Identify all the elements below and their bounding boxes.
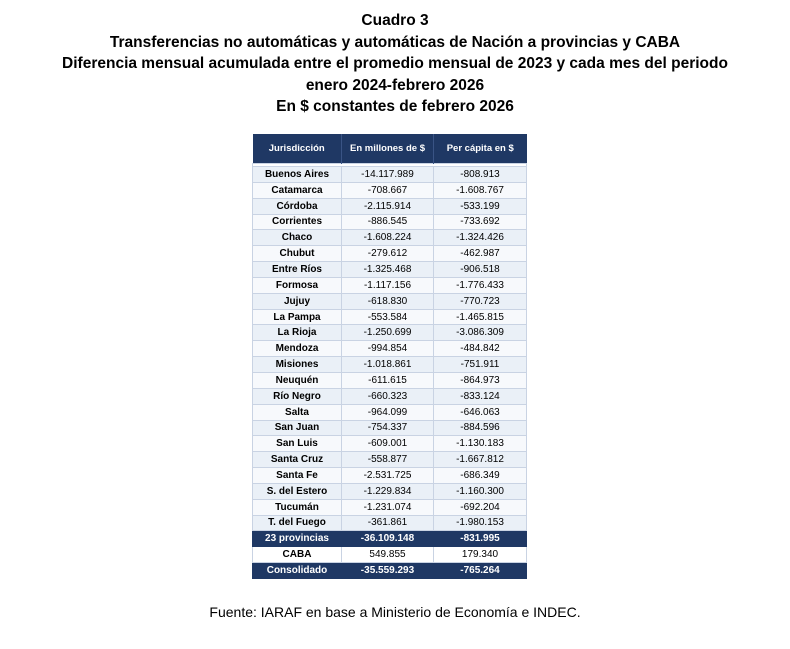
- cell-millones: -2.115.914: [342, 198, 434, 214]
- cell-millones: -361.861: [342, 515, 434, 531]
- table-row: [253, 499, 527, 515]
- cell-millones: -1.117.156: [342, 277, 434, 293]
- cell-jurisdiccion: Chaco: [253, 230, 342, 246]
- cell-millones: -994.854: [342, 341, 434, 357]
- table-row: [253, 341, 527, 357]
- cell-jurisdiccion: Catamarca: [253, 182, 342, 198]
- table-row: [253, 262, 527, 278]
- caption-title: Transferencias no automáticas y automáticas de Nación a provincias y CABA: [109, 33, 681, 51]
- cell-jurisdiccion: CABA: [253, 547, 342, 563]
- cell-millones: -964.099: [342, 404, 434, 420]
- cell-per-capita: 179.340: [434, 547, 527, 563]
- cell-jurisdiccion: La Rioja: [253, 325, 342, 341]
- table-row: [253, 468, 527, 484]
- cell-millones: -618.830: [342, 293, 434, 309]
- transfers-table: [252, 134, 527, 579]
- cell-millones: -14.117.989: [342, 167, 434, 183]
- caption-subtitle: Diferencia mensual acumulada entre el promedio mensual de 2023 y cada mes del periodo: [62, 55, 728, 72]
- table-header-row: [253, 134, 527, 164]
- table-row: [253, 483, 527, 499]
- cell-jurisdiccion: T. del Fuego: [253, 515, 342, 531]
- cell-per-capita: -692.204: [434, 499, 527, 515]
- cell-millones: -558.877: [342, 452, 434, 468]
- cell-per-capita: -906.518: [434, 262, 527, 278]
- table-row: [253, 198, 527, 214]
- table-body: [253, 164, 527, 579]
- table-row: [253, 357, 527, 373]
- caption-period: enero 2024-febrero 2026: [305, 76, 485, 94]
- cell-per-capita: -808.913: [434, 167, 527, 183]
- cell-millones: -36.109.148: [342, 531, 434, 547]
- cell-jurisdiccion: San Juan: [253, 420, 342, 436]
- cell-jurisdiccion: Santa Cruz: [253, 452, 342, 468]
- cell-millones: -886.545: [342, 214, 434, 230]
- cell-millones: -1.018.861: [342, 357, 434, 373]
- cell-per-capita: -646.063: [434, 404, 527, 420]
- cell-millones: -2.531.725: [342, 468, 434, 484]
- table-row: [253, 420, 527, 436]
- cell-per-capita: -765.264: [434, 563, 527, 579]
- table-row: [253, 182, 527, 198]
- header-jurisdiccion: Jurisdicción: [253, 134, 342, 164]
- cell-millones: -1.325.468: [342, 262, 434, 278]
- cell-millones: -754.337: [342, 420, 434, 436]
- cell-millones: -1.231.074: [342, 499, 434, 515]
- cell-jurisdiccion: Córdoba: [253, 198, 342, 214]
- cell-jurisdiccion: Entre Ríos: [253, 262, 342, 278]
- source-note: Fuente: IARAF en base a Ministerio de Economía e INDEC.: [209, 604, 581, 620]
- table-row: [253, 167, 527, 183]
- cell-jurisdiccion: Santa Fe: [253, 468, 342, 484]
- cell-millones: -1.250.699: [342, 325, 434, 341]
- cell-millones: 549.855: [342, 547, 434, 563]
- cell-millones: -279.612: [342, 246, 434, 262]
- cell-millones: -35.559.293: [342, 563, 434, 579]
- cell-per-capita: -484.842: [434, 341, 527, 357]
- header-per-capita: Per cápita en $: [434, 134, 527, 164]
- cell-millones: -611.615: [342, 372, 434, 388]
- cell-jurisdiccion: Neuquén: [253, 372, 342, 388]
- cell-jurisdiccion: Mendoza: [253, 341, 342, 357]
- cell-millones: -660.323: [342, 388, 434, 404]
- cell-per-capita: -864.973: [434, 372, 527, 388]
- cell-millones: -1.229.834: [342, 483, 434, 499]
- table-caption: [0, 10, 790, 118]
- cell-per-capita: -1.324.426: [434, 230, 527, 246]
- table-row: [253, 325, 527, 341]
- cell-jurisdiccion: Misiones: [253, 357, 342, 373]
- cell-jurisdiccion: Tucumán: [253, 499, 342, 515]
- cell-per-capita: -831.995: [434, 531, 527, 547]
- cell-jurisdiccion: Chubut: [253, 246, 342, 262]
- cell-per-capita: -1.980.153: [434, 515, 527, 531]
- table-row: [253, 452, 527, 468]
- table-row: [253, 388, 527, 404]
- cell-per-capita: -1.465.815: [434, 309, 527, 325]
- cell-jurisdiccion: Buenos Aires: [253, 167, 342, 183]
- caba-row: [253, 547, 527, 563]
- cell-per-capita: -833.124: [434, 388, 527, 404]
- cell-jurisdiccion: La Pampa: [253, 309, 342, 325]
- table-row: [253, 404, 527, 420]
- cell-per-capita: -1.608.767: [434, 182, 527, 198]
- table-row: [253, 277, 527, 293]
- table-row: [253, 372, 527, 388]
- cell-jurisdiccion: Corrientes: [253, 214, 342, 230]
- cell-per-capita: -462.987: [434, 246, 527, 262]
- table-row: [253, 214, 527, 230]
- table-row: [253, 246, 527, 262]
- cell-per-capita: -770.723: [434, 293, 527, 309]
- caption-units: En $ constantes de febrero 2026: [276, 98, 514, 115]
- cell-jurisdiccion: S. del Estero: [253, 483, 342, 499]
- cell-jurisdiccion: Consolidado: [253, 563, 342, 579]
- consolidated-row: [253, 563, 527, 579]
- cell-jurisdiccion: Salta: [253, 404, 342, 420]
- header-millones: En millones de $: [342, 134, 434, 164]
- cell-per-capita: -1.776.433: [434, 277, 527, 293]
- subtotal-row: [253, 531, 527, 547]
- cell-millones: -609.001: [342, 436, 434, 452]
- cell-per-capita: -1.160.300: [434, 483, 527, 499]
- table-row: [253, 230, 527, 246]
- cell-millones: -553.584: [342, 309, 434, 325]
- data-table-container: [252, 134, 526, 579]
- table-row: [253, 309, 527, 325]
- cell-jurisdiccion: Río Negro: [253, 388, 342, 404]
- table-row: [253, 436, 527, 452]
- cell-per-capita: -884.596: [434, 420, 527, 436]
- caption-number: Cuadro 3: [361, 12, 429, 29]
- cell-per-capita: -1.130.183: [434, 436, 527, 452]
- cell-millones: -1.608.224: [342, 230, 434, 246]
- cell-per-capita: -751.911: [434, 357, 527, 373]
- cell-millones: -708.667: [342, 182, 434, 198]
- cell-per-capita: -1.667.812: [434, 452, 527, 468]
- cell-per-capita: -733.692: [434, 214, 527, 230]
- cell-jurisdiccion: 23 provincias: [253, 531, 342, 547]
- cell-jurisdiccion: Formosa: [253, 277, 342, 293]
- cell-jurisdiccion: San Luis: [253, 436, 342, 452]
- cell-per-capita: -3.086.309: [434, 325, 527, 341]
- cell-jurisdiccion: Jujuy: [253, 293, 342, 309]
- cell-per-capita: -686.349: [434, 468, 527, 484]
- table-row: [253, 293, 527, 309]
- table-row: [253, 515, 527, 531]
- cell-per-capita: -533.199: [434, 198, 527, 214]
